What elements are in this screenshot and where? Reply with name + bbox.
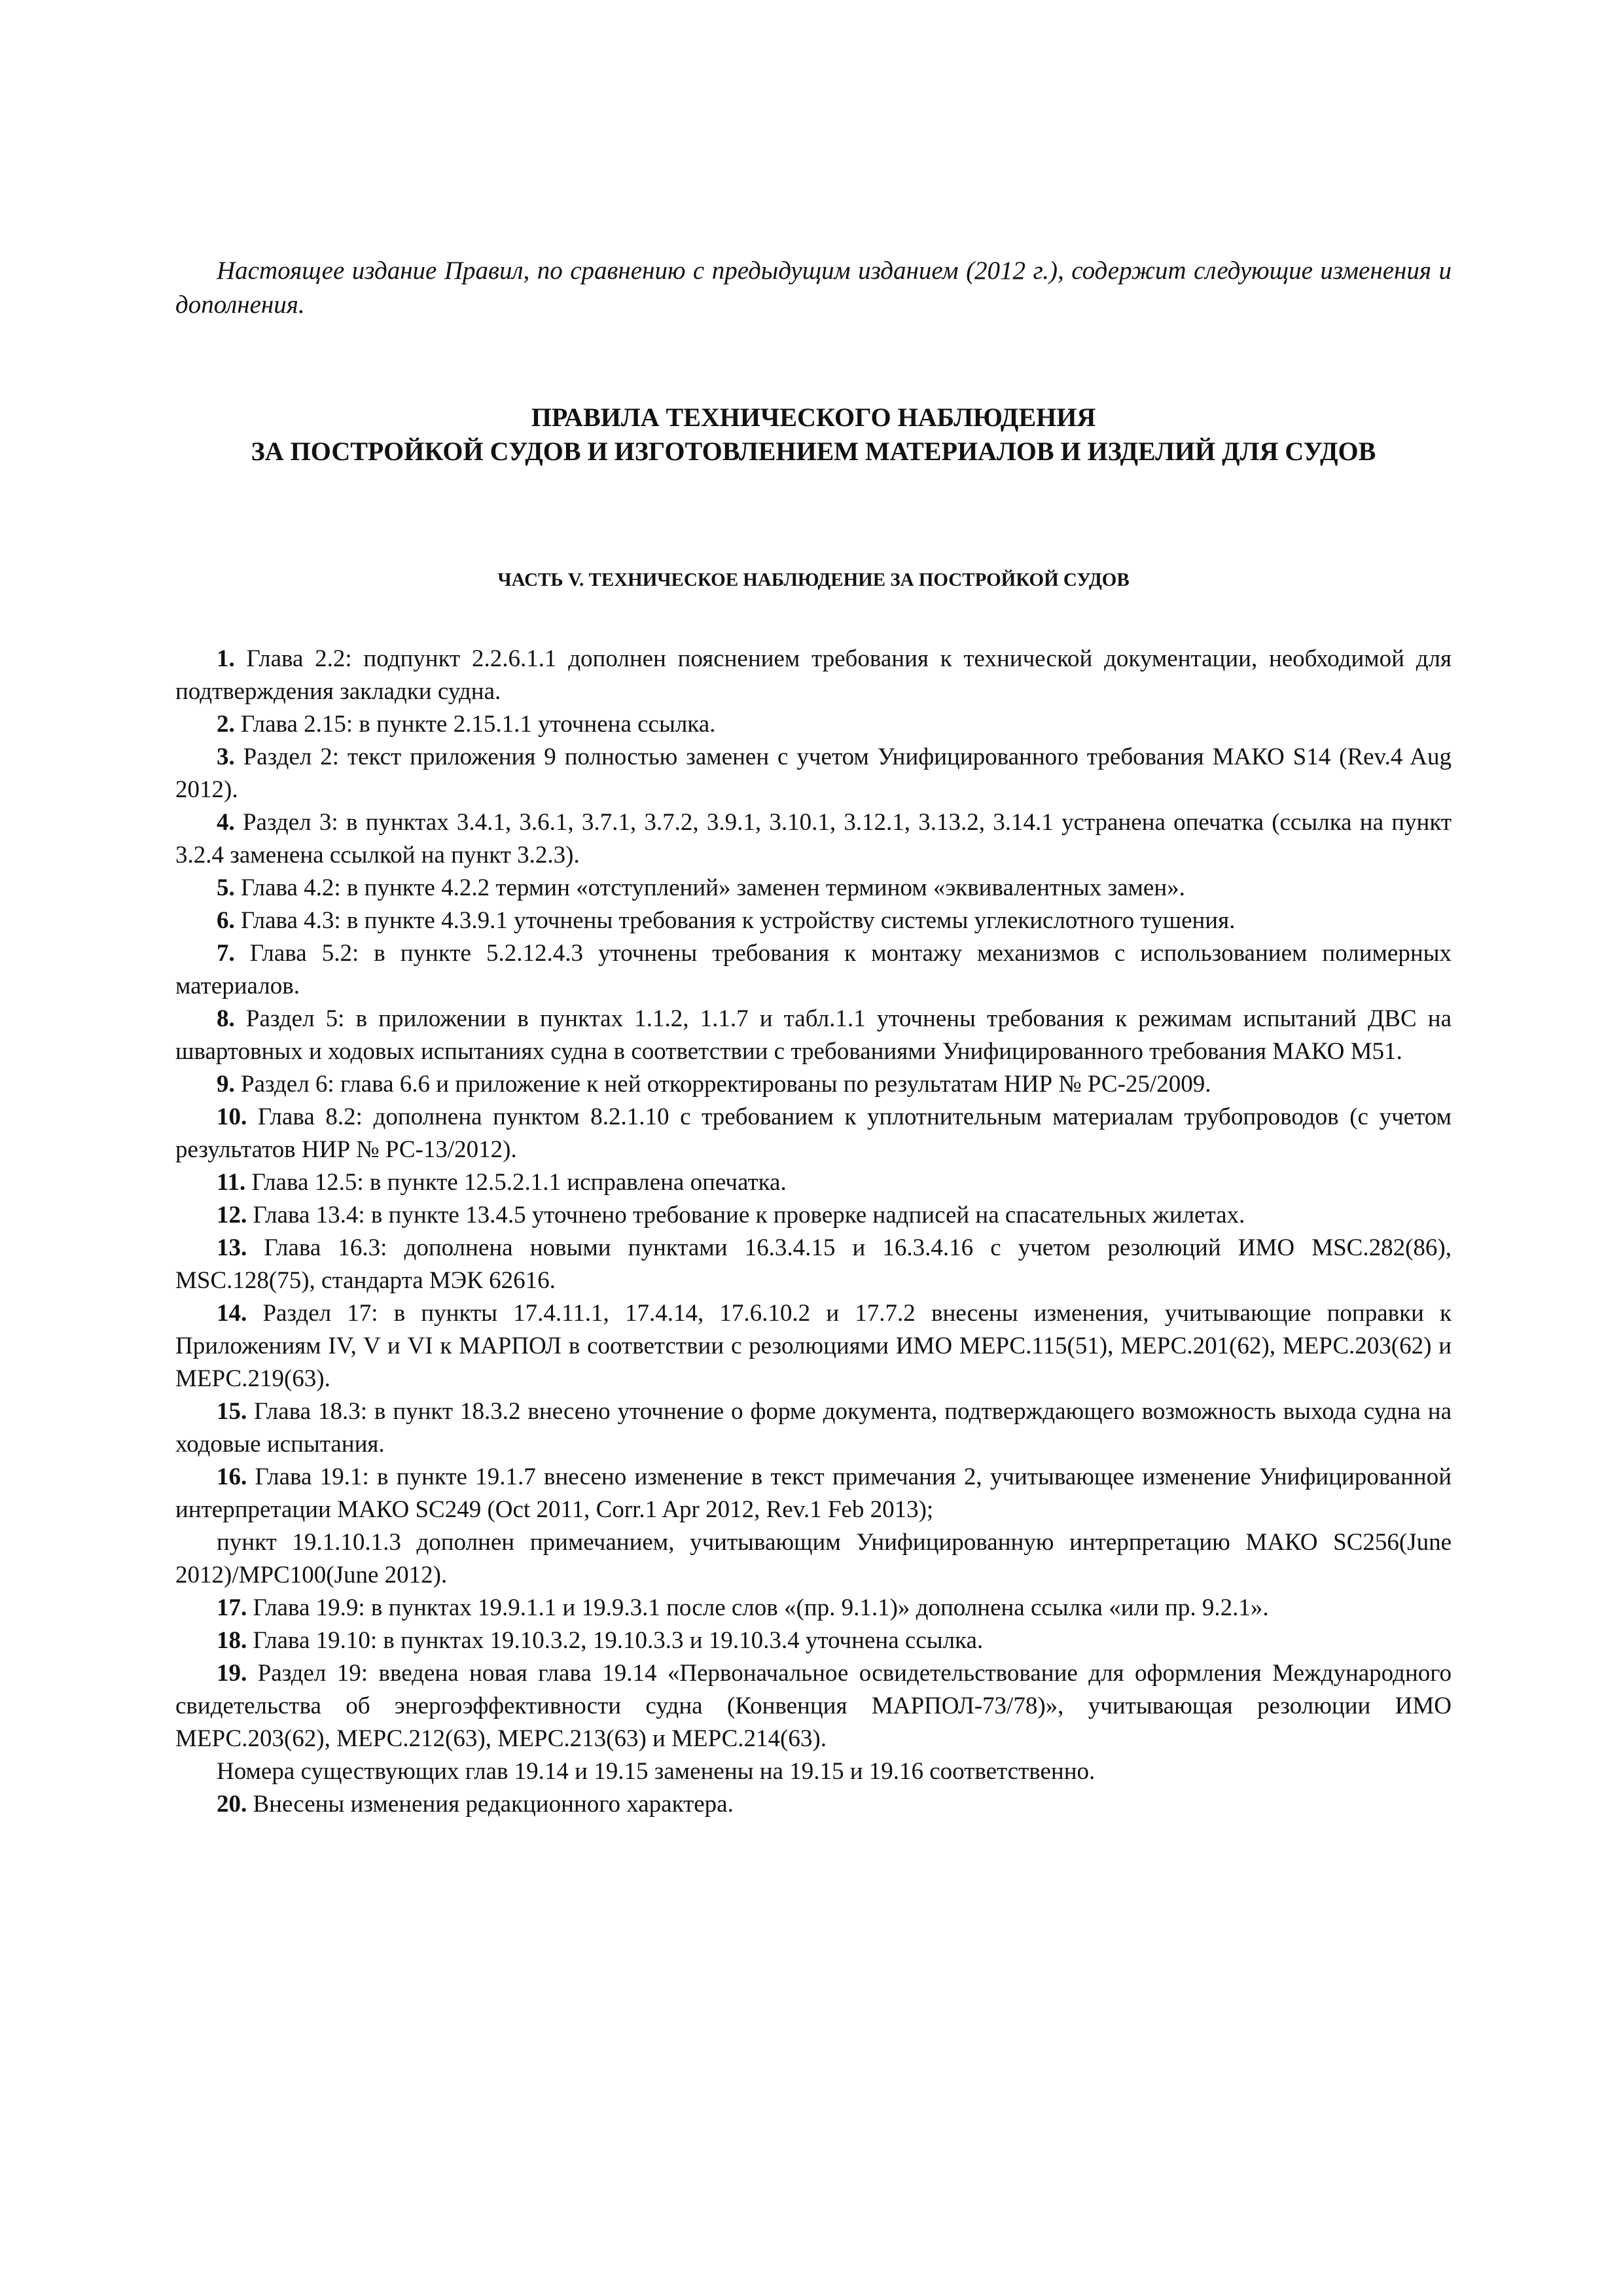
item-text: Глава 19.9: в пунктах 19.9.1.1 и 19.9.3.1 после слов «(пр. 9.1.1)» дополнена ссылка «или пр. 9.2.1». bbox=[253, 1594, 1269, 1621]
item-text: пункт 19.1.10.1.3 дополнен примечанием, учитывающим Унифицированную интерпретацию МАКО SC256(June 2012)/MPC100(June 2012). bbox=[175, 1529, 1452, 1588]
item-text: Внесены изменения редакционного характера. bbox=[253, 1791, 734, 1818]
item-text: Раздел 3: в пунктах 3.4.1, 3.6.1, 3.7.1, 3.7.2, 3.9.1, 3.10.1, 3.12.1, 3.13.2, 3.14.1 устранена опечатка (ссылка на пункт 3.2.4 заменена ссылкой на пункт 3.2.3). bbox=[175, 809, 1452, 869]
item-number: 6. bbox=[217, 907, 235, 934]
list-item bbox=[175, 1297, 1452, 1395]
item-number: 15. bbox=[217, 1398, 247, 1425]
item-number: 19. bbox=[217, 1660, 247, 1687]
item-number: 13. bbox=[217, 1234, 247, 1261]
list-item bbox=[175, 708, 1452, 741]
list-item bbox=[175, 1788, 1452, 1821]
document-title-line-1: ПРАВИЛА ТЕХНИЧЕСКОГО НАБЛЮДЕНИЯ bbox=[531, 403, 1096, 432]
list-item bbox=[175, 741, 1452, 806]
item-number: 3. bbox=[217, 744, 235, 770]
item-number: 5. bbox=[217, 874, 235, 901]
item-text: Раздел 2: текст приложения 9 полностью заменен с учетом Унифицированного требования МАКО S14 (Rev.4 Aug 2012). bbox=[175, 744, 1452, 803]
item-text: Глава 19.1: в пункте 19.1.7 внесено изменение в текст примечания 2, учитывающее изменение Унифицированной интерпретации МАКО SC249 (Oct 2011, Corr.1 Apr 2012, Rev.1 Feb 2013); bbox=[175, 1463, 1452, 1523]
item-text: Глава 2.2: подпункт 2.2.6.1.1 дополнен пояснением требования к технической документации, необходимой для подтверждения закладки судна. bbox=[175, 645, 1452, 705]
item-number: 16. bbox=[217, 1463, 247, 1490]
list-item bbox=[175, 1657, 1452, 1755]
item-text: Глава 13.4: в пункте 13.4.5 уточнено требование к проверке надписей на спасательных жилетах. bbox=[253, 1202, 1245, 1229]
item-number: 10. bbox=[217, 1103, 247, 1130]
item-number: 8. bbox=[217, 1005, 235, 1032]
item-text: Глава 12.5: в пункте 12.5.2.1.1 исправлена опечатка. bbox=[251, 1169, 787, 1196]
list-item bbox=[175, 1624, 1452, 1657]
item-number: 2. bbox=[217, 711, 235, 738]
list-item bbox=[175, 1101, 1452, 1166]
item-text: Глава 16.3: дополнена новыми пунктами 16.3.4.15 и 16.3.4.16 с учетом резолюций ИМО MSC.282(86), MSC.128(75), стандарта МЭК 62616. bbox=[175, 1234, 1452, 1294]
document-title-line-2: ЗА ПОСТРОЙКОЙ СУДОВ И ИЗГОТОВЛЕНИЕМ МАТЕРИАЛОВ И ИЗДЕЛИЙ ДЛЯ СУДОВ bbox=[251, 437, 1376, 466]
item-text: Глава 2.15: в пункте 2.15.1.1 уточнена ссылка. bbox=[241, 711, 716, 738]
list-item bbox=[175, 1232, 1452, 1297]
list-item bbox=[175, 1003, 1452, 1068]
item-number: 14. bbox=[217, 1300, 247, 1327]
list-item bbox=[175, 1068, 1452, 1101]
item-text: Раздел 6: глава 6.6 и приложение к ней откорректированы по результатам НИР № РС-25/2009. bbox=[241, 1071, 1211, 1098]
item-number: 11. bbox=[217, 1169, 246, 1196]
changes-list bbox=[175, 643, 1452, 1821]
item-number: 7. bbox=[217, 940, 235, 967]
list-item bbox=[175, 1199, 1452, 1232]
item-text: Номера существующих глав 19.14 и 19.15 заменены на 19.15 и 19.16 соответственно. bbox=[217, 1758, 1096, 1785]
part-title: ЧАСТЬ V. ТЕХНИЧЕСКОЕ НАБЛЮДЕНИЕ ЗА ПОСТРОЙКОЙ СУДОВ bbox=[497, 569, 1130, 590]
list-item bbox=[175, 1166, 1452, 1199]
item-text: Глава 8.2: дополнена пунктом 8.2.1.10 с требованием к уплотнительным материалам трубопроводов (с учетом результатов НИР № РС-13/2012). bbox=[175, 1103, 1452, 1163]
item-number: 9. bbox=[217, 1071, 235, 1098]
item-text: Глава 5.2: в пункте 5.2.12.4.3 уточнены требования к монтажу механизмов с использованием полимерных материалов. bbox=[175, 940, 1452, 999]
item-text: Раздел 19: введена новая глава 19.14 «Первоначальное освидетельствование для оформления Международного свидетельства об энергоэффективности судна (Конвенция МАРПОЛ-73/78)», учитывающая резолюции ИМО МЕРС.203(62), МЕРС.212(63), МЕРС.213(63) и МЕРС.214(63). bbox=[175, 1660, 1452, 1752]
list-item bbox=[175, 1592, 1452, 1624]
list-item bbox=[175, 1526, 1452, 1592]
item-text: Глава 19.10: в пунктах 19.10.3.2, 19.10.3.3 и 19.10.3.4 уточнена ссылка. bbox=[253, 1627, 984, 1654]
item-number: 17. bbox=[217, 1594, 247, 1621]
item-number: 4. bbox=[217, 809, 235, 836]
item-number: 18. bbox=[217, 1627, 247, 1654]
intro-paragraph: Настоящее издание Правил, по сравнению с предыдущим изданием (2012 г.), содержит следующие изменения и дополнения. bbox=[175, 257, 1452, 319]
list-item bbox=[175, 937, 1452, 1003]
item-number: 1. bbox=[217, 645, 235, 672]
document-title bbox=[175, 401, 1452, 469]
list-item bbox=[175, 905, 1452, 937]
list-item bbox=[175, 1395, 1452, 1461]
list-item bbox=[175, 806, 1452, 872]
list-item bbox=[175, 872, 1452, 905]
item-text: Раздел 17: в пункты 17.4.11.1, 17.4.14, 17.6.10.2 и 17.7.2 внесены изменения, учитывающие поправки к Приложениям IV, V и VI к МАРПОЛ в соответствии с резолюциями ИМО МЕРС.115(51), МЕРС.201(62), МЕРС.203(62) и МЕРС.219(63). bbox=[175, 1300, 1452, 1392]
item-text: Раздел 5: в приложении в пунктах 1.1.2, 1.1.7 и табл.1.1 уточнены требования к режимам испытаний ДВС на швартовных и ходовых испытаниях судна в соответствии с требованиями Унифицированного требования МАКО М51. bbox=[175, 1005, 1452, 1065]
item-text: Глава 4.3: в пункте 4.3.9.1 уточнены требования к устройству системы углекислотного тушения. bbox=[241, 907, 1236, 934]
list-item bbox=[175, 1461, 1452, 1526]
item-text: Глава 4.2: в пункте 4.2.2 термин «отступлений» заменен термином «эквивалентных замен». bbox=[241, 874, 1185, 901]
item-number: 12. bbox=[217, 1202, 247, 1229]
item-text: Глава 18.3: в пункт 18.3.2 внесено уточнение о форме документа, подтверждающего возможность выхода судна на ходовые испытания. bbox=[175, 1398, 1452, 1458]
list-item bbox=[175, 1755, 1452, 1788]
list-item bbox=[175, 643, 1452, 708]
item-number: 20. bbox=[217, 1791, 247, 1818]
